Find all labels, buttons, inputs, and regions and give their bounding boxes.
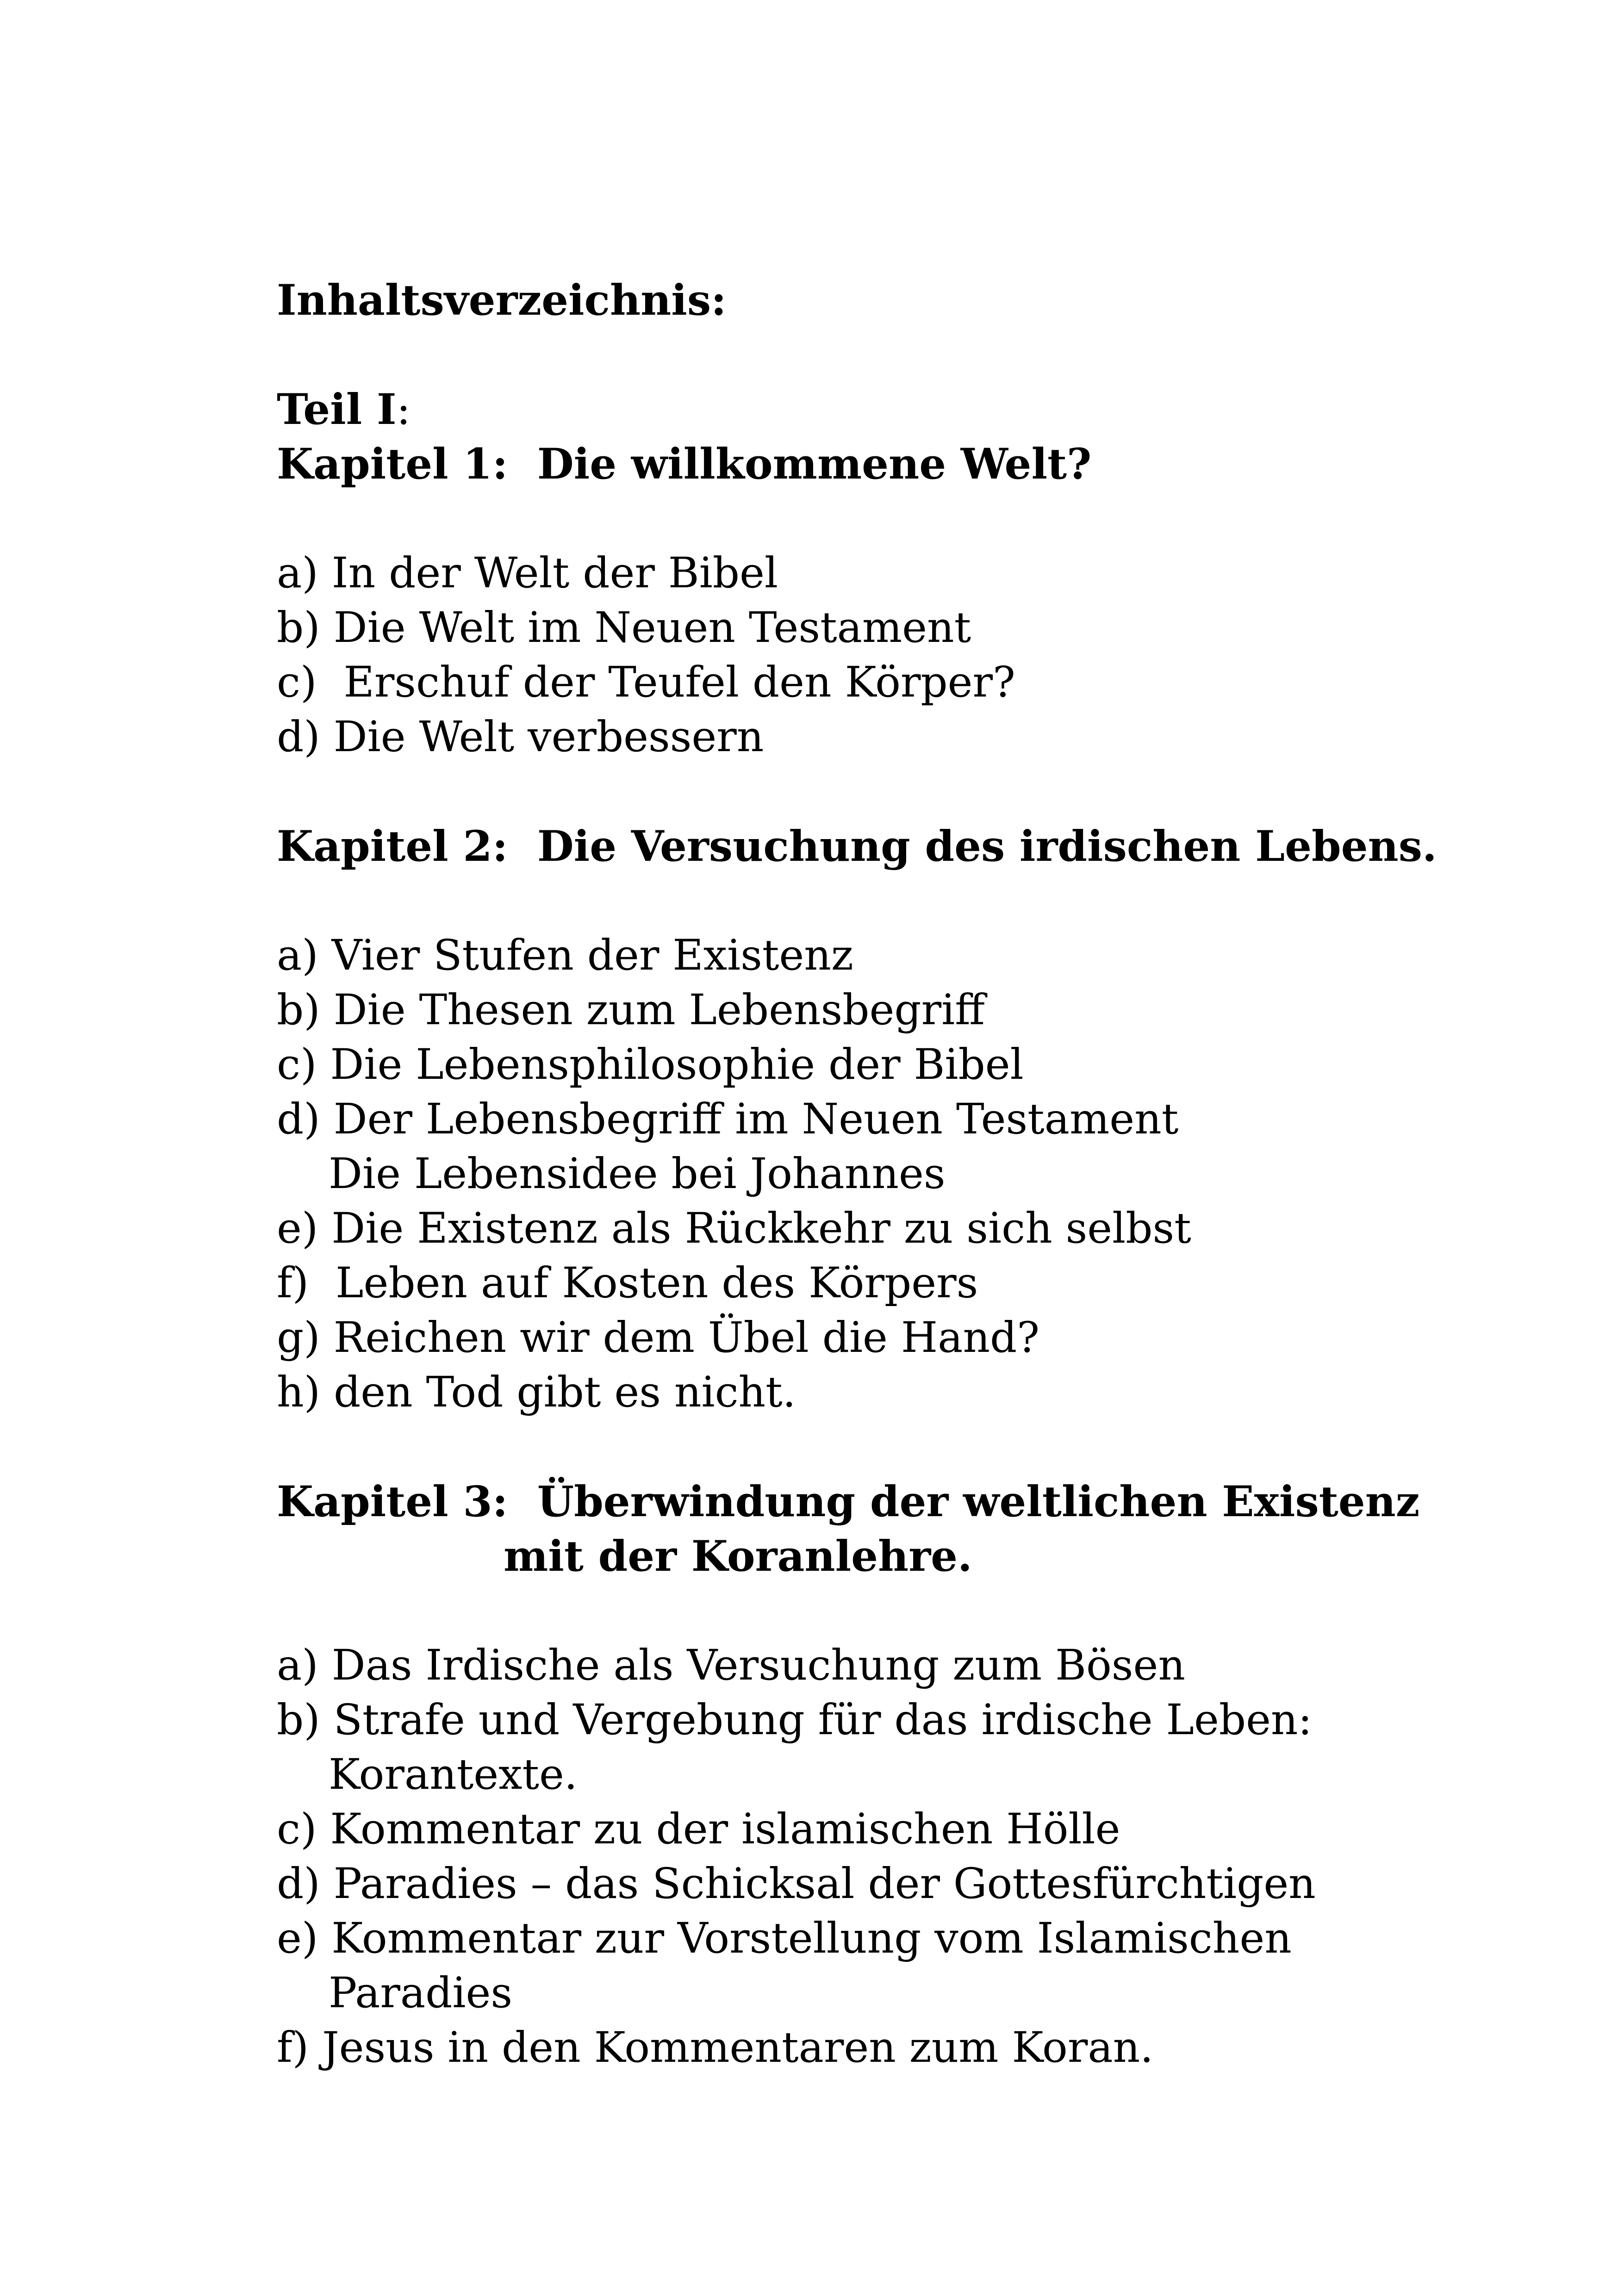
spacer: [277, 492, 1526, 546]
chapter-3-title-continuation: mit der Koranlehre.: [504, 1532, 972, 1581]
spacer: [277, 874, 1526, 928]
chapter-3-title: Kapitel 3: Überwindung der weltlichen Existenz: [277, 1477, 1420, 1526]
chapter-1-item-b: b) Die Welt im Neuen Testament: [277, 604, 971, 652]
chapter-2-item-e: e) Die Existenz als Rückkehr zu sich selbst: [277, 1204, 1191, 1253]
spacer: [277, 328, 1526, 382]
chapter-2-item-d: d) Der Lebensbegriff im Neuen Testament: [277, 1095, 1179, 1144]
chapter-3-item-b-continuation: Korantexte.: [329, 1750, 578, 1799]
spacer: [277, 765, 1526, 819]
chapter-2-item-g: g) Reichen wir dem Übel die Hand?: [277, 1313, 1040, 1362]
chapter-1-title: Kapitel 1: Die willkommene Welt?: [277, 440, 1092, 489]
toc-heading: Inhaltsverzeichnis:: [277, 276, 727, 325]
spacer: [277, 1420, 1526, 1475]
chapter-1-item-d: d) Die Welt verbessern: [277, 713, 764, 761]
spacer: [277, 1584, 1526, 1638]
chapter-1-item-a: a) In der Welt der Bibel: [277, 549, 778, 597]
chapter-3-item-b: b) Strafe und Vergebung für das irdische Leben:: [277, 1696, 1313, 1744]
chapter-2-item-h: h) den Tod gibt es nicht.: [277, 1368, 796, 1417]
chapter-2-title: Kapitel 2: Die Versuchung des irdischen Lebens.: [277, 822, 1437, 871]
chapter-2-item-b: b) Die Thesen zum Lebensbegriff: [277, 986, 985, 1034]
chapter-3-item-f: f) Jesus in den Kommentaren zum Koran.: [277, 2023, 1154, 2072]
chapter-3-item-a: a) Das Irdische als Versuchung zum Bösen: [277, 1641, 1185, 1690]
chapter-2-item-f: f) Leben auf Kosten des Körpers: [277, 1259, 978, 1307]
chapter-2-item-d-continuation: Die Lebensidee bei Johannes: [329, 1150, 946, 1198]
chapter-3-item-d: d) Paradies – das Schicksal der Gottesfürchtigen: [277, 1860, 1316, 1908]
chapter-3-item-e: e) Kommentar zur Vorstellung vom Islamischen: [277, 1914, 1292, 1963]
part-title: Teil I: [277, 385, 397, 434]
chapter-1-item-c: c) Erschuf der Teufel den Körper?: [277, 658, 1015, 707]
chapter-2-item-a: a) Vier Stufen der Existenz: [277, 931, 853, 980]
chapter-3-item-c: c) Kommentar zu der islamischen Hölle: [277, 1805, 1120, 1854]
part-heading: [277, 382, 1526, 437]
chapter-3-item-e-continuation: Paradies: [329, 1969, 513, 2017]
table-of-contents: [277, 273, 1526, 2075]
chapter-2-item-c: c) Die Lebensphilosophie der Bibel: [277, 1040, 1024, 1089]
part-colon: :: [396, 386, 411, 434]
